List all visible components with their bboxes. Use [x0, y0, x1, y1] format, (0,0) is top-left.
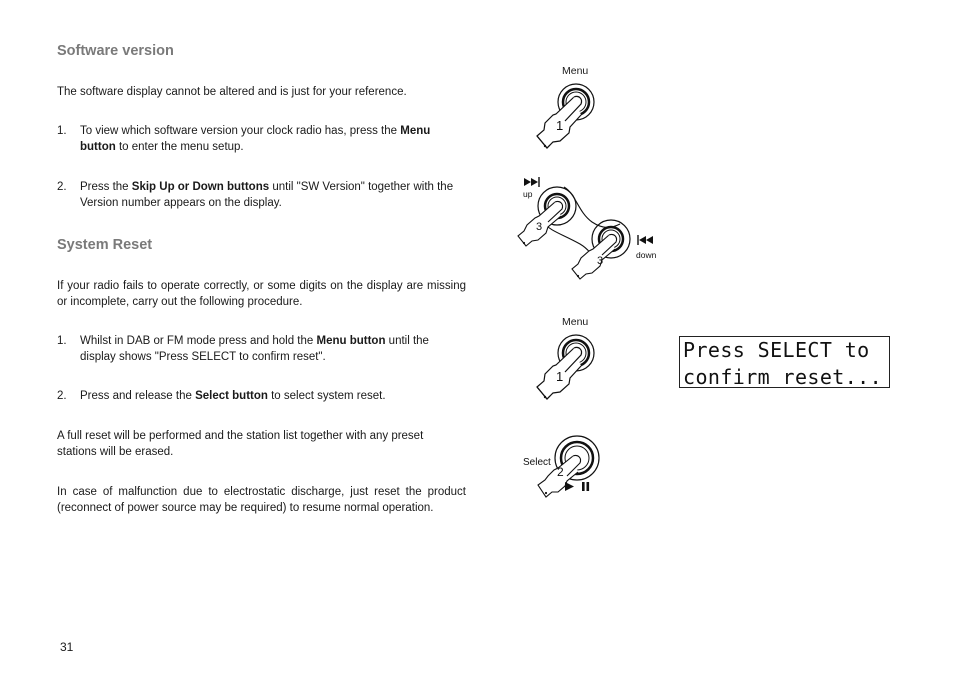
step-number-three: 3: [536, 221, 543, 233]
step-number: 2.: [57, 181, 67, 193]
menu-button-press-figure: [525, 78, 605, 158]
display-line-1: Press SELECT to: [683, 338, 870, 362]
reset-note-esd: In case of malfunction due to electrostatic discharge, just reset the product (reconnect of power source may be required) to resume normal operation.: [57, 486, 466, 514]
skip-buttons-figure: [512, 172, 664, 292]
step-number-one: 1: [556, 118, 564, 133]
menu-label: Menu: [562, 65, 589, 77]
down-label: down: [636, 250, 657, 260]
step-number: 1.: [57, 335, 67, 347]
reset-intro-text: If your radio fails to operate correctly, or some digits on the display are missing or incomplete, carry out the following procedure.: [57, 280, 466, 308]
step-text: Whilst in DAB or FM mode press and hold the Menu button until the display shows "Press SELECT to confirm reset".: [80, 335, 429, 363]
reset-note-erase: A full reset will be performed and the station list together with any preset stations will be erased.: [57, 430, 424, 458]
lcd-display: [679, 336, 890, 388]
page-number: 31: [60, 640, 74, 654]
step-number-two: 2: [557, 465, 564, 479]
step-number: 2.: [57, 390, 67, 402]
step-text: To view which software version your clock radio has, press the Menu button to enter the menu setup.: [80, 125, 431, 153]
step-number-one: 1: [556, 369, 564, 384]
step-text: Press and release the Select button to select system reset.: [80, 390, 386, 402]
skip-back-icon: [638, 235, 653, 245]
menu-label: Menu: [562, 316, 589, 328]
menu-button-bold: Menu button: [80, 125, 431, 153]
display-line-2: confirm reset...: [683, 365, 883, 389]
menu-button-hold-figure: [525, 329, 605, 409]
section-heading-software-version: Software version: [57, 43, 174, 59]
menu-button-bold: Menu button: [316, 335, 386, 347]
skip-forward-icon: [524, 177, 539, 187]
select-label: Select: [523, 457, 551, 468]
step-number: 1.: [57, 125, 67, 137]
step-text: Press the Skip Up or Down buttons until "SW Version" together with the Version number appears on the display.: [80, 181, 454, 209]
select-button-figure: [520, 430, 610, 502]
up-label: up: [523, 189, 533, 199]
step-number-three: 3: [597, 255, 604, 267]
skip-buttons-bold: Skip Up or Down buttons: [131, 181, 270, 193]
select-button-bold: Select button: [195, 390, 268, 402]
section-heading-system-reset: System Reset: [57, 237, 153, 253]
play-pause-icon: [565, 482, 589, 491]
software-intro-text: The software display cannot be altered and is just for your reference.: [57, 86, 407, 98]
